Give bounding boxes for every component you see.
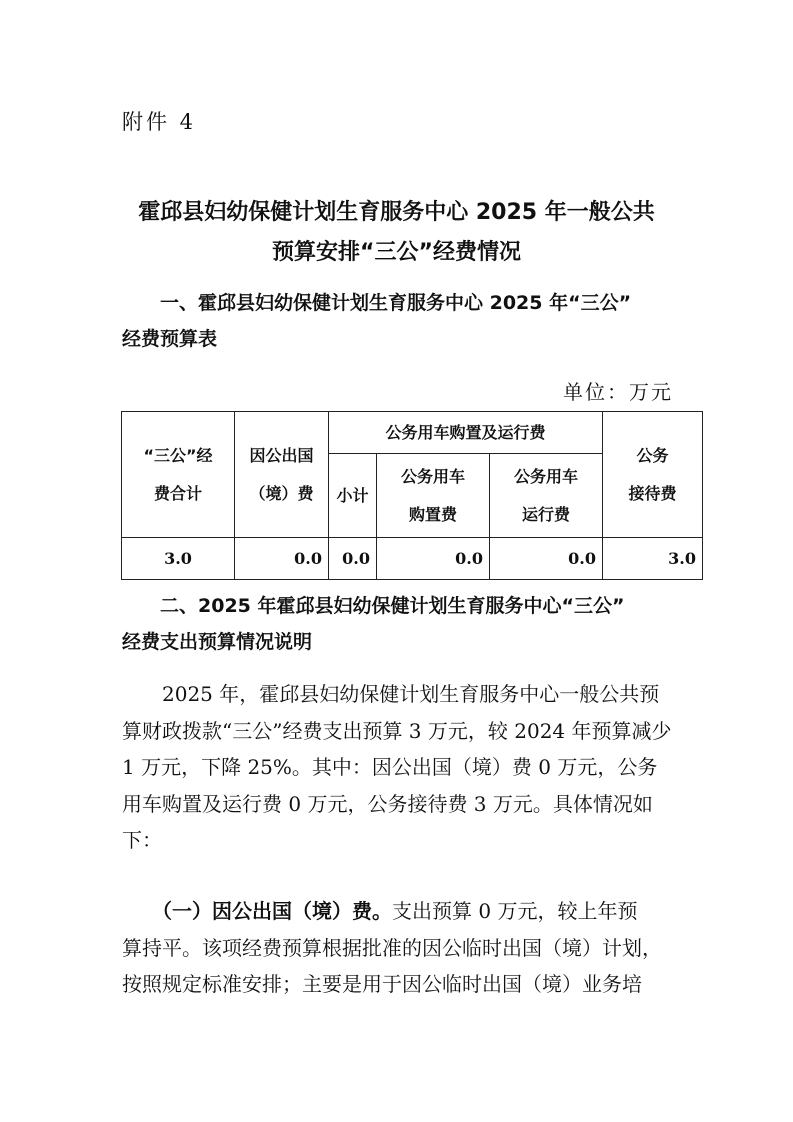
unit-label: 单位：万元 [563, 380, 673, 404]
paragraph-2-line-1-rest: 支出预算 0 万元，较上年预 [392, 899, 638, 923]
header-abroad-line-1: 因公出国 [249, 445, 314, 465]
value-reception: 3.0 [603, 538, 703, 580]
paragraph-2-line-2: 算持平。该项经费预算根据批准的因公临时出国（境）计划， [122, 935, 662, 960]
value-total: 3.0 [122, 538, 235, 580]
section-1-heading-line-1: 一、霍邱县妇幼保健计划生育服务中心 2025 年“三公” [160, 292, 632, 314]
section-1-heading-line-2: 经费预算表 [122, 328, 218, 350]
value-vehicle-running: 0.0 [490, 538, 603, 580]
paragraph-2-line-1 [122, 893, 682, 930]
header-reception [603, 412, 703, 538]
paragraph-2-line-3: 按照规定标准安排；主要是用于因公临时出国（境）业务培 [122, 972, 642, 996]
value-abroad: 0.0 [235, 538, 329, 580]
header-abroad-line-2: （境）费 [249, 483, 314, 503]
section-2-heading-line-1: 二、2025 年霍邱县妇幼保健计划生育服务中心“三公” [160, 595, 625, 617]
header-total [122, 412, 235, 538]
paragraph-1-line-4: 用车购置及运行费 0 万元，公务接待费 3 万元。具体情况如 [122, 791, 653, 816]
header-purchase-line-1: 公务用车 [400, 466, 465, 486]
value-subtotal: 0.0 [329, 538, 377, 580]
header-reception-line-1: 公务 [636, 445, 669, 465]
value-vehicle-purchase: 0.0 [377, 538, 490, 580]
paragraph-1-line-3: 1 万元，下降 25%。其中：因公出国（境）费 0 万元，公务 [122, 755, 658, 779]
paragraph-1-line-5: 下： [122, 828, 162, 852]
header-purchase-line-2: 购置费 [408, 504, 457, 524]
section-2-heading-line-2: 经费支出预算情况说明 [122, 631, 313, 653]
attachment-label: 附件 4 [122, 110, 197, 134]
paragraph-1-line-2: 算财政拨款“三公”经费支出预算 3 万元，较 2024 年预算减少 [122, 718, 672, 743]
header-vehicle: 公务用车购置及运行费 [329, 412, 603, 454]
paragraph-2 [122, 893, 682, 1003]
header-reception-line-2: 接待费 [628, 483, 677, 503]
paragraph-1 [122, 676, 682, 859]
header-total-line-2: 费合计 [153, 483, 202, 503]
document-title-line-1: 霍邱县妇幼保健计划生育服务中心 2025 年一般公共 [138, 200, 655, 225]
header-total-line-1: “三公”经 [143, 445, 213, 465]
paragraph-1-line-1: 2025 年，霍邱县妇幼保健计划生育服务中心一般公共预 [122, 682, 660, 706]
document-title-line-2: 预算安排“三公”经费情况 [272, 240, 521, 265]
header-vehicle-purchase [377, 454, 490, 538]
paragraph-2-lead: （一）因公出国（境）费。 [162, 899, 392, 923]
header-vehicle-running [490, 454, 603, 538]
budget-table [121, 411, 703, 580]
header-running-line-1: 公务用车 [513, 466, 578, 486]
header-running-line-2: 运行费 [521, 504, 570, 524]
header-abroad [235, 412, 329, 538]
header-subtotal: 小计 [329, 454, 377, 538]
